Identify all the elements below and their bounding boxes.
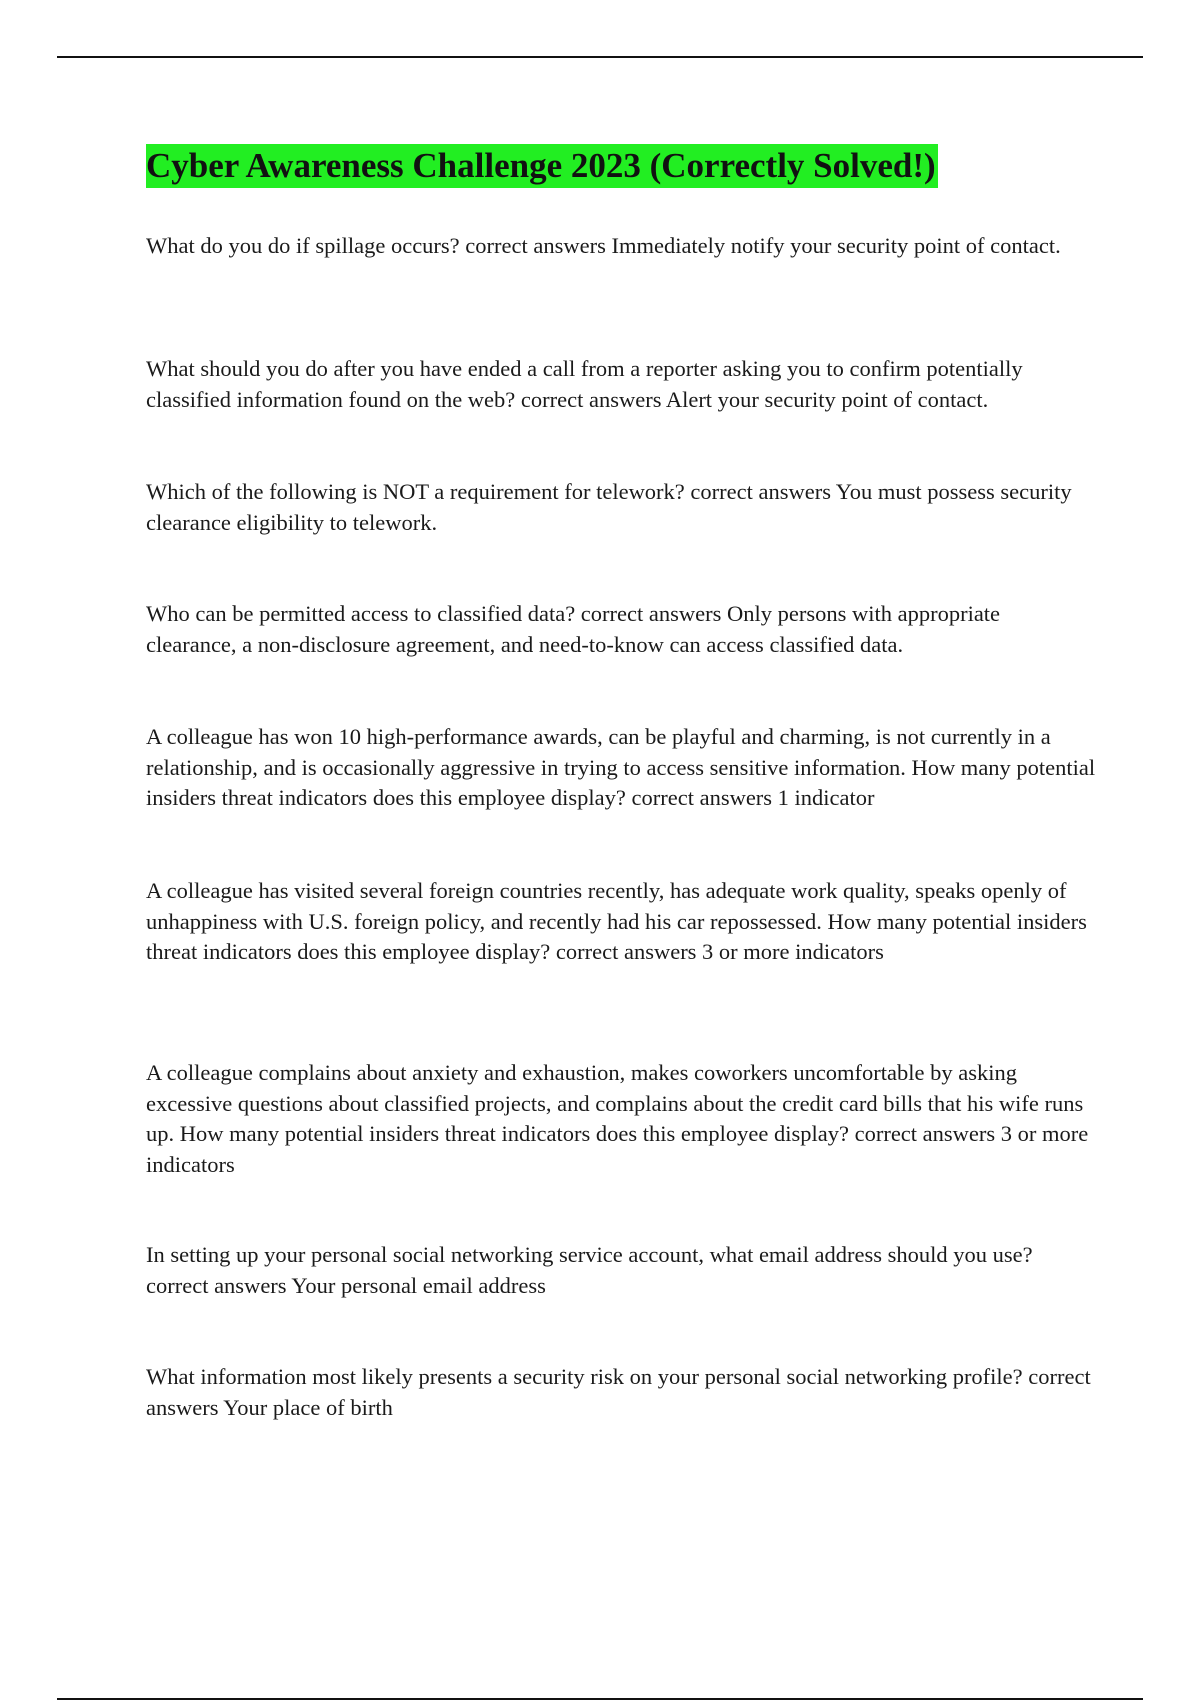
qa-item-7: A colleague complains about anxiety and exhaustion, makes coworkers uncomfortable by asking excessive questions about classified projects, and complains about the credit card bills that his wife runs up. How many potential insiders threat indicators does this employee display? correct answers 3 or more indicators <box>146 1060 1089 1177</box>
qa-item-9: What information most likely presents a security risk on your personal social networking profile? correct answers Your place of birth <box>146 1364 1091 1420</box>
qa-item-2: What should you do after you have ended a call from a reporter asking you to confirm potentially classified information found on the web? correct answers Alert your security point of contact. <box>146 356 1023 412</box>
document-title: Cyber Awareness Challenge 2023 (Correctly Solved!) <box>146 144 938 188</box>
qa-item-1: What do you do if spillage occurs? correct answers Immediately notify your security point of contact. <box>146 233 1061 258</box>
qa-item-6: A colleague has visited several foreign countries recently, has adequate work quality, speaks openly of unhappiness with U.S. foreign policy, and recently had his car repossessed. How many potential insiders threat indicators does this employee display? correct answers 3 or more indicators <box>146 878 1087 964</box>
qa-item-4: Who can be permitted access to classified data? correct answers Only persons with appropriate clearance, a non-disclosure agreement, and need-to-know can access classified data. <box>146 601 1001 657</box>
top-rule <box>57 56 1143 58</box>
qa-item-3: Which of the following is NOT a requirement for telework? correct answers You must possess security clearance eligibility to telework. <box>146 479 1072 535</box>
title-block <box>146 144 938 188</box>
qa-item-8: In setting up your personal social networking service account, what email address should you use? correct answers Your personal email address <box>146 1242 1033 1298</box>
qa-item-5: A colleague has won 10 high-performance awards, can be playful and charming, is not currently in a relationship, and is occasionally aggressive in trying to access sensitive information. How many potential insiders threat indicators does this employee display? correct answers 1 indicator <box>146 724 1096 810</box>
